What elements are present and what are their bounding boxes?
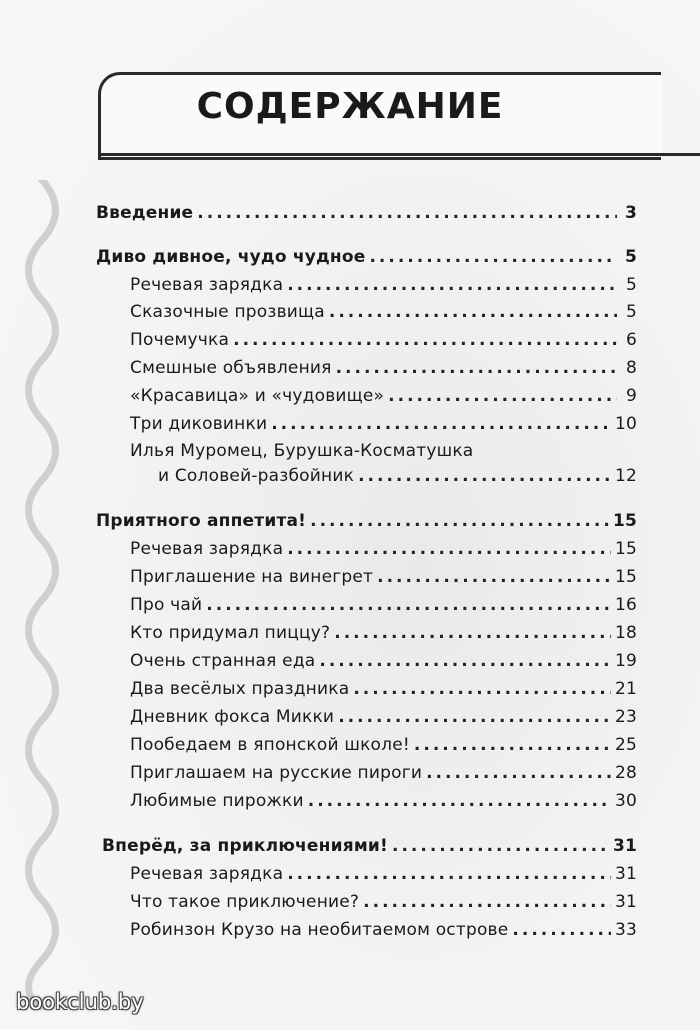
toc-leader <box>512 917 611 943</box>
toc-section-intro[interactable] <box>96 200 637 226</box>
toc-leader <box>287 272 617 298</box>
toc-item[interactable] <box>130 272 637 298</box>
toc-item[interactable] <box>130 788 637 814</box>
toc-leader <box>338 704 611 730</box>
toc-page: 31 <box>614 864 637 884</box>
toc-item[interactable] <box>130 861 637 887</box>
toc-label: Два весёлых праздника <box>130 679 350 699</box>
toc-label: Кто придумал пиццу? <box>130 623 331 643</box>
toc-label: Три диковинки <box>130 414 268 434</box>
toc-leader <box>287 861 611 887</box>
toc-label: Приглашаем на русские пироги <box>130 763 423 783</box>
toc-page: 8 <box>625 358 637 378</box>
toc-leader <box>271 411 611 437</box>
toc-page: 33 <box>614 920 637 940</box>
toc-page: 3 <box>624 203 637 223</box>
toc-page: 28 <box>614 763 637 783</box>
toc-section-wonder[interactable] <box>96 244 637 270</box>
toc-page: 19 <box>614 651 637 671</box>
toc-item[interactable] <box>130 889 637 915</box>
toc-label: Робинзон Крузо на необитаемом острове <box>130 920 509 940</box>
toc-leader <box>426 760 611 786</box>
watermark: bookclub.by <box>16 990 144 1014</box>
toc-item[interactable] <box>130 704 637 730</box>
toc-leader <box>233 327 617 353</box>
toc-label: Пообедаем в японской школе! <box>130 735 410 755</box>
toc-label: Вперёд, за приключениями! <box>102 836 388 856</box>
toc-page: 10 <box>614 414 637 434</box>
toc-page: 30 <box>614 791 637 811</box>
toc-label: и Соловей-разбойник <box>158 466 355 486</box>
toc-page: 5 <box>624 247 637 267</box>
toc-page: 16 <box>614 595 637 615</box>
toc-leader <box>206 592 611 618</box>
toc-label: Про чай <box>130 595 203 615</box>
toc-leader <box>308 788 611 814</box>
toc-label: «Красавица» и «чудовище» <box>130 386 385 406</box>
toc-leader <box>369 244 617 270</box>
toc-item[interactable] <box>130 299 637 325</box>
toc-item[interactable] <box>130 411 637 437</box>
toc-page: 15 <box>614 567 637 587</box>
toc-item[interactable] <box>158 463 637 489</box>
toc-page: 25 <box>614 735 637 755</box>
toc-label: Диво дивное, чудо чудное <box>96 247 366 267</box>
toc-item[interactable] <box>130 327 637 353</box>
toc-page: 21 <box>614 679 637 699</box>
toc-label: Сказочные прозвища <box>130 302 325 322</box>
toc-leader <box>336 355 617 381</box>
toc-page: 15 <box>614 539 637 559</box>
toc-label: Речевая зарядка <box>130 539 284 559</box>
toc-item[interactable] <box>130 676 637 702</box>
toc-page: 9 <box>625 386 637 406</box>
toc-label: Приглашение на винегрет <box>130 567 374 587</box>
toc-page: 15 <box>612 511 637 531</box>
toc-page: 5 <box>625 302 637 322</box>
toc-page: 12 <box>614 466 637 486</box>
toc-leader <box>319 648 611 674</box>
toc-label: Речевая зарядка <box>130 275 284 295</box>
toc-item[interactable] <box>130 383 637 409</box>
toc-leader <box>329 299 617 325</box>
toc-page: 6 <box>625 330 637 350</box>
toc-item[interactable] <box>130 592 637 618</box>
toc-page: 18 <box>614 623 637 643</box>
toc-leader <box>334 620 611 646</box>
toc-leader <box>363 889 611 915</box>
toc-label: Дневник фокса Микки <box>130 707 335 727</box>
toc-item[interactable] <box>130 564 637 590</box>
toc-leader <box>414 732 611 758</box>
page-title: СОДЕРЖАНИЕ <box>196 86 504 127</box>
toc-label: Речевая зарядка <box>130 864 284 884</box>
toc-label: Приятного аппетита! <box>96 511 307 531</box>
toc-leader <box>197 200 617 226</box>
toc-leader <box>353 676 611 702</box>
toc-leader <box>388 383 617 409</box>
toc-leader <box>310 508 609 534</box>
toc-leader <box>392 833 609 859</box>
toc-page: 31 <box>612 836 637 856</box>
toc-item[interactable] <box>130 620 637 646</box>
toc-leader <box>377 564 611 590</box>
toc-label: Смешные объявления <box>130 358 332 378</box>
toc-item[interactable] <box>130 917 637 943</box>
toc-item[interactable] <box>130 732 637 758</box>
toc-page: 31 <box>614 892 637 912</box>
toc-section-appetite[interactable] <box>96 508 637 534</box>
toc-item[interactable] <box>130 760 637 786</box>
toc-leader <box>287 536 611 562</box>
toc-item[interactable] <box>130 536 637 562</box>
toc-label: Любимые пирожки <box>130 791 304 811</box>
toc-item[interactable] <box>130 438 637 464</box>
toc-label: Почемучка <box>130 330 230 350</box>
toc-label: Илья Муромец, Бурушка-Косматушка <box>130 441 474 461</box>
toc-leader <box>358 463 611 489</box>
toc-item[interactable] <box>130 648 637 674</box>
toc-page: 5 <box>625 275 637 295</box>
toc-section-adventures[interactable] <box>102 833 637 859</box>
toc-page: 23 <box>614 707 637 727</box>
toc-label: Что такое приключение? <box>130 892 360 912</box>
toc-item[interactable] <box>130 355 637 381</box>
toc-label: Очень странная еда <box>130 651 316 671</box>
toc-label: Введение <box>96 203 194 223</box>
